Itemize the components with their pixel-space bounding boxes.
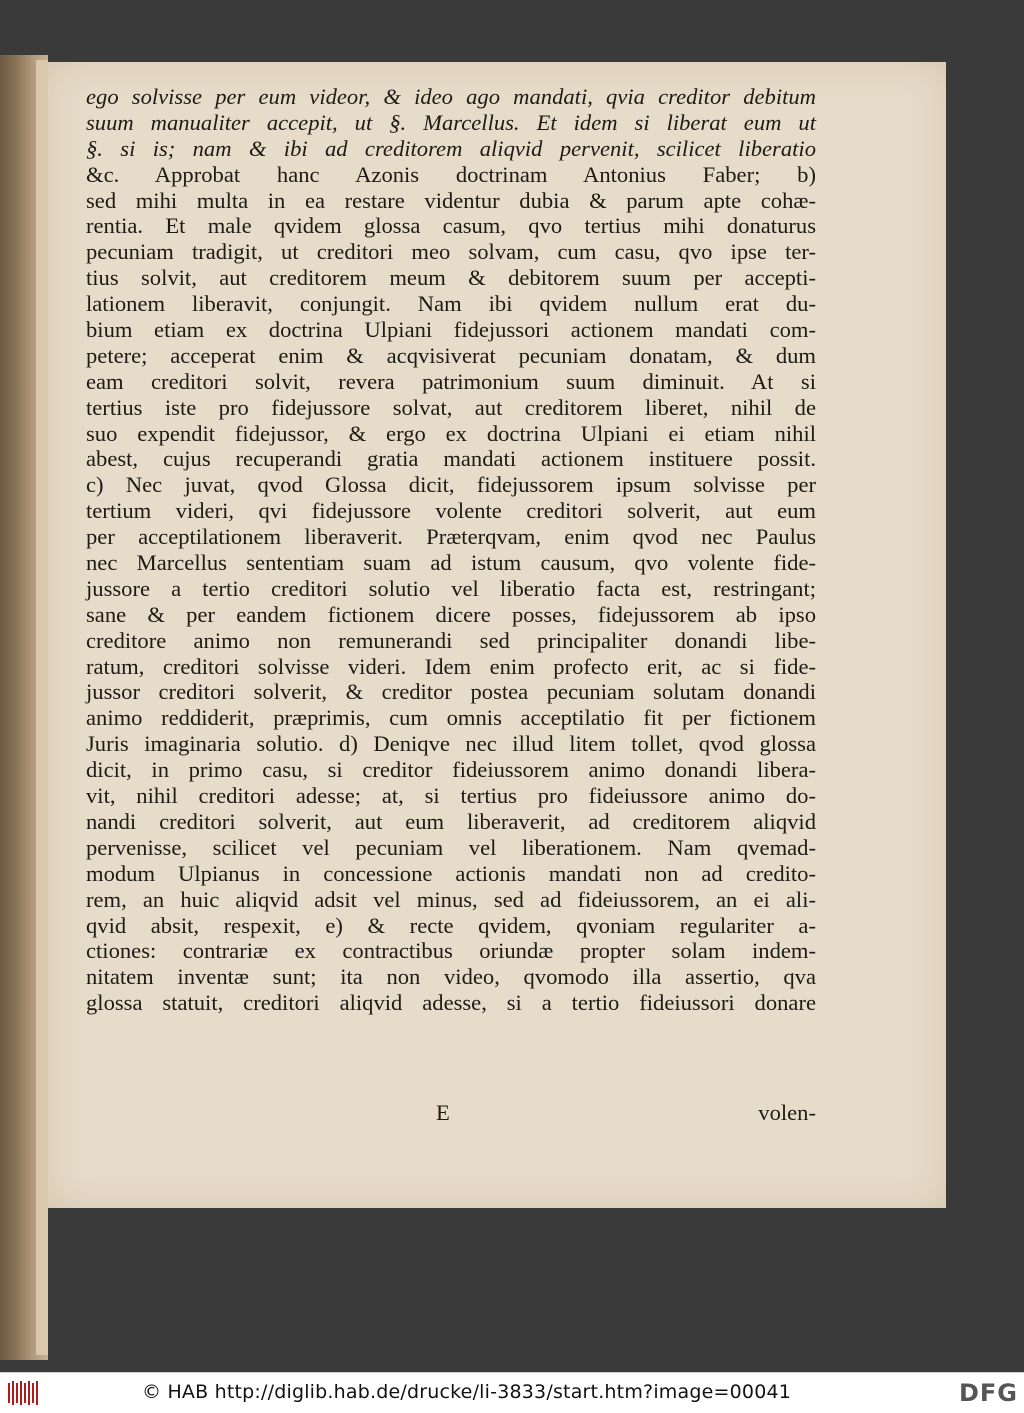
text-line: sane & per eandem fictionem dicere posses, fidejussorem ab ipso (86, 601, 816, 627)
text-line: nandi creditori solverit, aut eum liberaverit, ad creditorem aliqvid (86, 808, 816, 834)
text-line: glossa statuit, creditori aliqvid adesse, si a tertio fideiussori donare (86, 990, 816, 1016)
text-line: &c. Approbat hanc Azonis doctrinam Antonius Faber; b) (86, 161, 816, 187)
text-line: ego solvisse per eum videor, & ideo ago mandati, qvia creditor debitum (86, 84, 816, 109)
text-line: qvid absit, respexit, e) & recte qvidem, qvoniam regulariter a- (86, 912, 816, 938)
text-line: vit, nihil creditori adesse; at, si tertius pro fideiussore animo do- (86, 783, 816, 809)
text-line: pervenisse, scilicet vel pecuniam vel liberationem. Nam qvemad- (86, 834, 816, 860)
text-line: pecuniam tradigit, ut creditori meo solvam, cum casu, qvo ipse ter- (86, 239, 816, 265)
text-line: dicit, in primo casu, si creditor fideiussorem animo donandi libera- (86, 757, 816, 783)
text-line: §. si is; nam & ibi ad creditorem aliqvid pervenit, scilicet liberatio (86, 135, 816, 161)
text-line: ctiones: contrariæ ex contractibus oriundæ propter solam indem- (86, 938, 816, 964)
text-line: lationem liberavit, conjungit. Nam ibi qvidem nullum erat du- (86, 291, 816, 317)
text-line: creditore animo non remunerandi sed principaliter donandi libe- (86, 627, 816, 653)
text-line: animo reddiderit, præprimis, cum omnis acceptilatio fit per fictionem (86, 705, 816, 731)
catchword: volen- (758, 1100, 816, 1125)
text-line: suo expendit fidejussor, & ergo ex doctrina Ulpiani ei etiam nihil (86, 420, 816, 446)
hab-logo-icon[interactable] (6, 1379, 40, 1407)
text-line: Juris imaginaria solutio. d) Deniqve nec illud litem tollet, qvod glossa (86, 731, 816, 757)
dfg-logo[interactable]: DFG (958, 1379, 1018, 1407)
text-line: per acceptilationem liberaverit. Præterqvam, enim qvod nec Paulus (86, 524, 816, 550)
text-line: c) Nec juvat, qvod Glossa dicit, fidejussorem ipsum solvisse per (86, 472, 816, 498)
text-line: tertius iste pro fidejussore solvat, aut creditorem liberet, nihil de (86, 394, 816, 420)
text-line: nitatem inventæ sunt; ita non video, qvomodo illa assertio, qva (86, 964, 816, 990)
text-line: eam creditori solvit, revera patrimonium suum diminuit. At si (86, 368, 816, 394)
text-line: nec Marcellus sententiam suam ad istum causum, qvo volente fide- (86, 550, 816, 576)
text-line: suum manualiter accepit, ut §. Marcellus. Et idem si liberat eum ut (86, 109, 816, 135)
text-line: petere; acceperat enim & acqvisiverat pecuniam donatam, & dum (86, 342, 816, 368)
text-line: modum Ulpianus in concessione actionis mandati non ad credito- (86, 860, 816, 886)
signature-mark: E (436, 1100, 450, 1125)
text-line: rentia. Et male qvidem glossa casum, qvo tertius mihi donaturus (86, 213, 816, 239)
binding-gutter (36, 60, 48, 1355)
text-line: ratum, creditori solvisse videri. Idem enim profecto erit, ac si fide- (86, 653, 816, 679)
text-line: rem, an huic aliqvid adsit vel minus, sed ad fideiussorem, an ei ali- (86, 886, 816, 912)
text-line: tius solvit, aut creditorem meum & debitorem suum per accepti- (86, 265, 816, 291)
copyright-link[interactable]: © HAB http://diglib.hab.de/drucke/li-3833/start.htm?image=00041 (142, 1381, 792, 1403)
text-line: jussor creditori solverit, & creditor postea pecuniam solutam donandi (86, 679, 816, 705)
text-line: tertium videri, qvi fidejussore volente creditori solverit, aut eum (86, 498, 816, 524)
text-line: jussore a tertio creditori solutio vel liberatio facta est, restringant; (86, 575, 816, 601)
viewer-footer-bar (0, 1372, 1024, 1413)
book-page (48, 62, 946, 1208)
text-line: abest, cujus recuperandi gratia mandati actionem instituere possit. (86, 446, 816, 472)
text-line: bium etiam ex doctrina Ulpiani fidejussori actionem mandati com- (86, 317, 816, 343)
text-line: sed mihi multa in ea restare videntur dubia & parum apte cohæ- (86, 187, 816, 213)
body-text (86, 84, 816, 1016)
